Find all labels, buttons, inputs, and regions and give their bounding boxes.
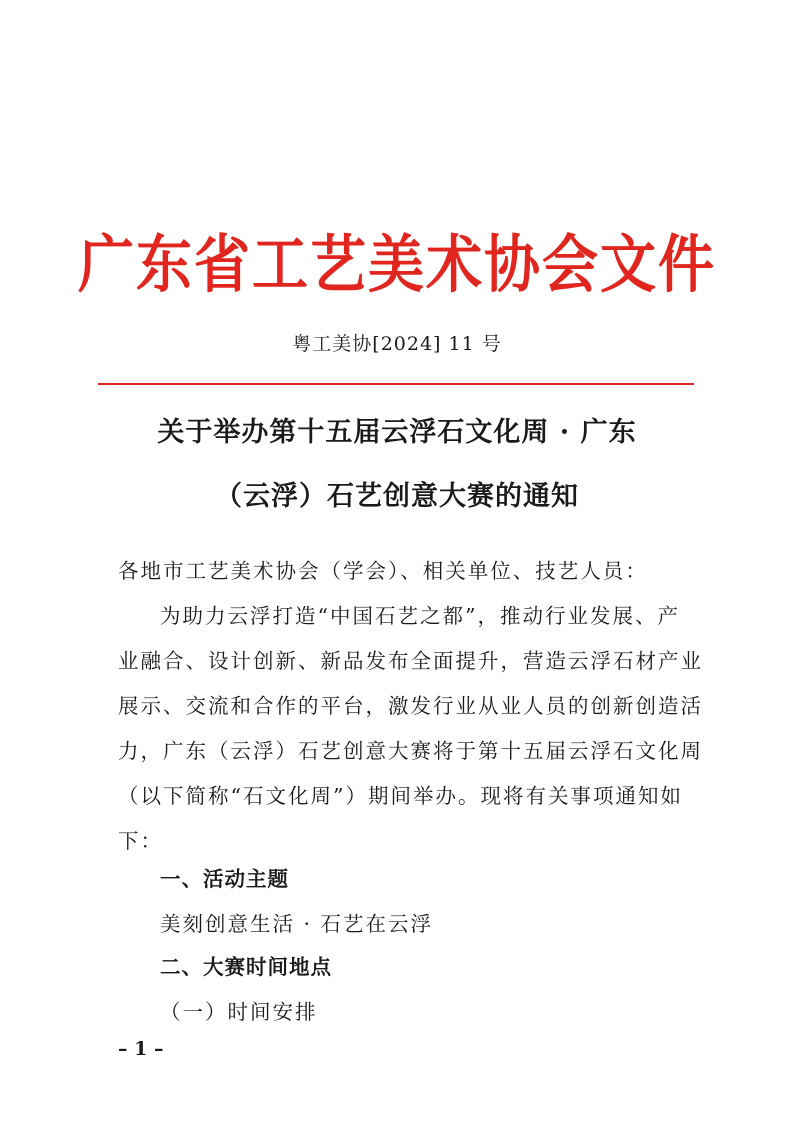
section-heading-theme: 一、活动主题 bbox=[160, 867, 289, 891]
paragraph-line: 业融合、设计创新、新品发布全面提升，营造云浮石材产业 bbox=[118, 649, 703, 673]
paragraph-line: 下： bbox=[118, 829, 163, 853]
section-heading-time-location: 二、大赛时间地点 bbox=[160, 955, 332, 979]
section-theme-text: 美刻创意生活 · 石艺在云浮 bbox=[160, 912, 434, 936]
notice-title-line-1: 关于举办第十五届云浮石文化周 · 广东 bbox=[157, 417, 637, 448]
paragraph-line: 展示、交流和合作的平台，激发行业从业人员的创新创造活 bbox=[118, 694, 703, 718]
document-number: 粤工美协[2024] 11 号 bbox=[292, 333, 502, 355]
red-divider-line bbox=[98, 383, 694, 385]
salutation: 各地市工艺美术协会（学会）、相关单位、技艺人员： bbox=[118, 559, 648, 583]
notice-title-line-2: （云浮）石艺创意大赛的通知 bbox=[215, 481, 579, 512]
page-number: – 1 – bbox=[118, 1038, 164, 1060]
paragraph-line: （以下简称“石文化周”）期间举办。现将有关事项通知如 bbox=[118, 784, 683, 808]
org-header-title: 广东省工艺美术协会文件 bbox=[78, 227, 716, 302]
subsection-time-schedule: （一）时间安排 bbox=[160, 1000, 318, 1024]
paragraph-line: 为助力云浮打造“中国石艺之都”，推动行业发展、产 bbox=[160, 604, 680, 628]
paragraph-line: 力，广东（云浮）石艺创意大赛将于第十五届云浮石文化周 bbox=[118, 739, 703, 763]
